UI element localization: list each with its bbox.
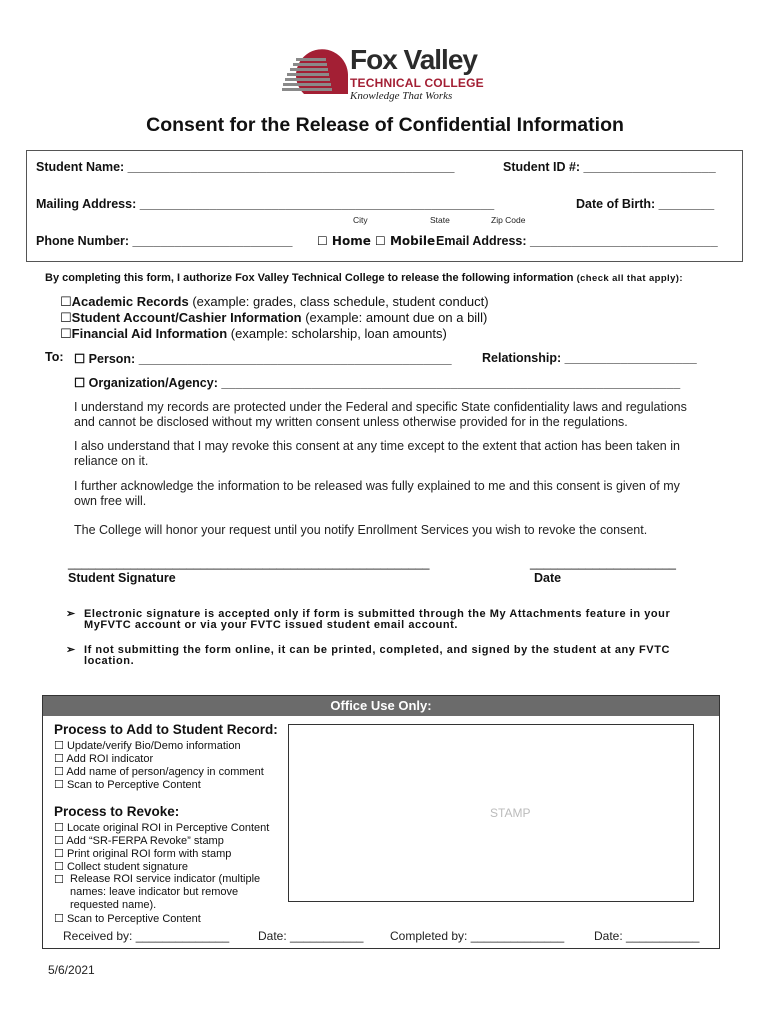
revoke-item[interactable]: [54, 834, 224, 847]
logo-tagline: Knowledge That Works: [350, 90, 453, 102]
logo-name: Fox Valley: [350, 44, 477, 75]
phone-number-field[interactable]: Phone Number: _______________________: [36, 234, 293, 248]
zip-caption: Zip Code: [491, 215, 526, 225]
item-label: Locate original ROI in Perceptive Content: [66, 822, 270, 834]
state-caption: State: [430, 215, 450, 225]
student-id-field[interactable]: Student ID #: ___________________: [503, 160, 716, 174]
mailing-address-field[interactable]: Mailing Address: ___________________________________________________: [36, 197, 495, 211]
add-record-item[interactable]: [54, 752, 153, 765]
stamp-label: STAMP: [490, 806, 531, 820]
add-record-title: Process to Add to Student Record:: [54, 722, 278, 737]
item-label: Scan to Perceptive Content: [66, 913, 201, 925]
authorization-note: (check all that apply):: [576, 273, 683, 284]
bullet-print-form: [66, 645, 706, 667]
revoke-item[interactable]: [54, 847, 231, 860]
date-of-birth-field[interactable]: Date of Birth: ________: [576, 197, 715, 211]
item-label: Scan to Perceptive Content: [66, 779, 201, 791]
email-address-field[interactable]: Email Address: ___________________________: [436, 234, 718, 248]
option-label: Financial Aid Information: [71, 326, 228, 341]
checkbox-icon[interactable]: ☐: [54, 834, 64, 847]
office-use-header: Office Use Only:: [43, 696, 719, 716]
relationship-field[interactable]: Relationship: ___________________: [482, 351, 697, 365]
add-record-item[interactable]: [54, 778, 201, 791]
item-label: Add ROI indicator: [66, 753, 154, 765]
arrow-bullet-icon: ➢: [66, 608, 76, 620]
checkbox-icon[interactable]: ☐: [60, 327, 72, 342]
option-example: (example: scholarship, loan amounts): [227, 326, 447, 341]
item-label: Print original ROI form with stamp: [66, 848, 232, 860]
add-record-item[interactable]: [54, 739, 241, 752]
checkbox-icon[interactable]: ☐: [54, 739, 64, 752]
logo-subtitle: TECHNICAL COLLEGE: [350, 76, 484, 90]
paragraph-acknowledge: I further acknowledge the information to be released was fully explained to me and this consent is given of my own free will.: [74, 479, 680, 508]
authorization-text: By completing this form, I authorize Fox Valley Technical College to release the following information: [45, 272, 574, 284]
college-logo-icon: [282, 46, 348, 98]
checkbox-icon[interactable]: ☐: [54, 752, 64, 765]
page-footer-date: 5/6/2021: [48, 963, 95, 977]
option-academic-records[interactable]: [60, 294, 489, 310]
option-example: (example: amount due on a bill): [301, 310, 488, 325]
item-label: Add “SR-FERPA Revoke” stamp: [66, 835, 224, 847]
page-title: Consent for the Release of Confidential Information: [146, 114, 624, 136]
option-label: Academic Records: [71, 294, 189, 309]
bullet-text: If not submitting the form online, it can be printed, completed, and signed by the student at any FVTC location.: [84, 644, 670, 667]
signature-date-label: Date: [534, 571, 562, 585]
item-label: Add name of person/agency in comment: [66, 766, 264, 778]
revoke-item[interactable]: [54, 821, 269, 834]
option-financial-aid[interactable]: [60, 326, 447, 342]
checkbox-icon[interactable]: ☐: [54, 821, 64, 834]
student-name-field[interactable]: Student Name: _______________________________________________: [36, 160, 455, 174]
item-label: Update/verify Bio/Demo information: [66, 740, 241, 752]
checkbox-icon[interactable]: ☐: [54, 778, 64, 791]
signature-label: Student Signature: [68, 571, 176, 585]
to-label: To:: [45, 350, 64, 364]
paragraph-revoke: I also understand that I may revoke this consent at any time except to the extent that action has been taken in reliance on it.: [74, 439, 680, 468]
bullet-electronic-signature: [66, 609, 706, 631]
signature-date-line[interactable]: _____________________: [530, 556, 676, 570]
phone-type-checkboxes[interactable]: ☐ Home ☐ Mobile: [317, 234, 436, 248]
item-label: Release ROI service indicator (multiple names: leave indicator but remove requested name).: [70, 873, 261, 911]
completed-by-field[interactable]: Completed by: ______________: [390, 929, 565, 943]
checkbox-icon[interactable]: ☐: [54, 873, 64, 886]
checkbox-icon[interactable]: ☐: [60, 295, 72, 310]
option-example: (example: grades, class schedule, student conduct): [188, 294, 489, 309]
checkbox-icon[interactable]: ☐: [54, 847, 64, 860]
signature-line[interactable]: ____________________________________________________: [68, 556, 430, 570]
checkbox-icon[interactable]: ☐: [60, 311, 72, 326]
paragraph-honor-request: The College will honor your request until you notify Enrollment Services you wish to revoke the consent.: [74, 523, 648, 537]
revoke-item[interactable]: [54, 873, 64, 886]
add-record-item[interactable]: [54, 765, 264, 778]
option-label: Student Account/Cashier Information: [71, 310, 302, 325]
authorization-statement: [45, 272, 683, 284]
received-by-field[interactable]: Received by: ______________: [63, 929, 230, 943]
revoke-item[interactable]: [54, 912, 201, 925]
checkbox-icon[interactable]: ☐: [54, 765, 64, 778]
received-date-field[interactable]: Date: ___________: [258, 929, 364, 943]
revoke-item[interactable]: [54, 860, 188, 873]
item-label: Collect student signature: [66, 861, 189, 873]
paragraph-confidentiality: I understand my records are protected under the Federal and specific State confidentiality laws and regulations and cannot be disclosed without my written consent unless otherwise provided for in the regulations.: [74, 400, 687, 429]
arrow-bullet-icon: ➢: [66, 644, 76, 656]
bullet-text: Electronic signature is accepted only if form is submitted through the My Attachments feature in your MyFVTC account or via your FVTC issued student email account.: [84, 608, 671, 631]
revoke-title: Process to Revoke:: [54, 804, 180, 819]
completed-date-field[interactable]: Date: ___________: [594, 929, 700, 943]
person-field[interactable]: ☐ Person: _____________________________________________: [74, 352, 452, 366]
checkbox-icon[interactable]: ☐: [54, 912, 64, 925]
option-student-account[interactable]: [60, 310, 487, 326]
checkbox-icon[interactable]: ☐: [54, 860, 64, 873]
city-caption: City: [353, 215, 368, 225]
organization-field[interactable]: ☐ Organization/Agency: __________________________________________________________________: [74, 376, 681, 390]
